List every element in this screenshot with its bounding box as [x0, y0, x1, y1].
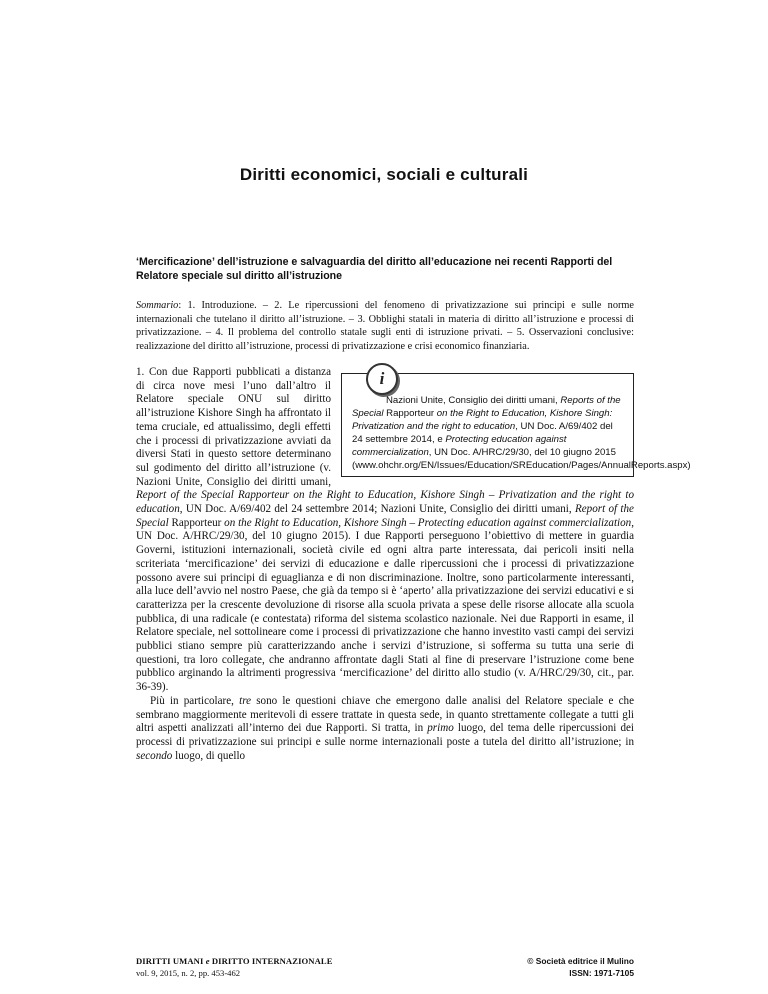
paragraph-1: i Nazioni Unite, Consiglio dei diritti umani, Reports of the Special Rapporteur on the Right to Education, Kishore Singh: Privatization and the right to education, UN Doc. A/69/402 del 24 settembre 2014, e Protecting education against commercialization, UN Doc. A/HRC/29/30, del 10 giugno 2015 (www.ohchr.org/EN/Issues/Education/SREducation/Pages/AnnualReports.aspx) 1. Con due Rapporti pubblicati a distanza di circa nove mesi l’uno dall’altro il Relatore speciale ONU sul diritto all’istruzione Kishore Singh ha affrontato il tema cruciale, ed attualissimo, degli effetti che i processi di privatizzazione avviati da diversi Stati in questo settore determinano sul godimento del diritto all’istruzione (v. Nazioni Unite, Consiglio dei diritti umani, Report of the Special Rapporteur on the Right to Education, Kishore Singh – Privatization and the right to education, UN Doc. A/69/402 del 24 settembre 2014; Nazioni Unite, Consiglio dei diritti umani, Report of the Special Rapporteur on the Right to Education, Kishore Singh – Protecting education against commercialization, UN Doc. A/HRC/29/30, del 10 giugno 2015). I due Rapporti perseguono l’obiettivo di mettere in guardia Governi, istituzioni internazionali, società civile ed ogni altra parte interessata, dai pericoli insiti nella scriteriata ‘mercificazione’ dei servizi di educazione e dalle ripercussioni che i processi di privatizzazione possono avere sui principi di eguaglianza e di non discriminazione. Inoltre, sono particolarmente interessanti, alla luce dell’avvio nel nostro Paese, che già da tempo si è ‘aperto’ alla privatizzazione dei servizi educativi e si caratterizza per la crescente devoluzione di risorse alla scuola privata a spese delle risorse allocate alla scuola pubblica, di una radicale (e contestata) riforma del sistema scolastico nazionale. Nei due Rapporti in esame, il Relatore speciale, nel sottolineare come i processi di privatizzazione che hanno investito vasti campi dei servizi pubblici stiano sempre più caratterizzando anche i servizi d’istruzione, si sofferma su tutta una serie di questioni, tra loro collegate, che andranno affrontate dagli Stati al fine di preservare l’istruzione come bene pubblico arginando la altrimenti progressiva ‘mercificazione’ del diritto allo studio (v. A/HRC/29/30, cit., par. 36-39).: [136, 366, 634, 695]
section-title: Diritti economici, sociali e culturali: [239, 165, 529, 184]
publisher: © Società editrice il Mulino: [527, 956, 634, 966]
article-title: ‘Mercificazione’ dell’istruzione e salvaguardia del diritto all’educazione nei recenti Rapporti del Relatore speciale sul diritto all’istruzione: [136, 256, 613, 282]
paragraph-2: Più in particolare, tre sono le questioni chiave che emergono dalle analisi del Relatore speciale e che sembrano maggiormente meritevoli di essere trattate in questa sede, in quanto strettamente collegate a tutti gli altri aspetti analizzati all’interno dei due Rapporti. Si tratta, in primo luogo, del tema delle ripercussioni dei processi di privatizzazione sui principi e sulle norme internazionali poste a tutela del diritto all’istruzione; in secondo luogo, di quello: [136, 694, 635, 762]
summary: [136, 299, 634, 353]
summary-text: : 1. Introduzione. – 2. Le ripercussioni del fenomeno di privatizzazione sui principi e sulle norme internazionali che tutelano il diritto all’istruzione. – 3. Obblighi statali in materia di diritto all’istruzione e processi di privatizzazione. – 4. Il problema del controllo statale sugli enti di istruzione privati. – 5. Osservazioni conclusive: realizzazione del diritto all’istruzione, processi di privatizzazione e crisi economico finanziaria.: [136, 300, 634, 352]
article-body: [136, 366, 691, 763]
footer-publisher: [527, 956, 634, 979]
note-text: Nazioni Unite, Consiglio dei diritti umani, Reports of the Special Rapporteur on the Right to Education, Kishore Singh: Privatization and the right to education, UN Doc. A/69/402 del 24 settembre 2014, e Protecting education against commercialization, UN Doc. A/HRC/29/30, del 10 giugno 2015 (www.ohchr.org/EN/Issues/Education/SREducation/Pages/AnnualReports.aspx): [352, 395, 691, 472]
summary-label: Sommario: [136, 300, 179, 311]
info-icon: i: [366, 363, 398, 395]
journal-name: DIRITTI UMANI e DIRITTO INTERNAZIONALE: [136, 956, 333, 966]
issn: ISSN: 1971-7105: [569, 967, 634, 978]
footer-journal: [136, 956, 333, 979]
journal-volume: vol. 9, 2015, n. 2, pp. 453-462: [136, 967, 241, 978]
note-box: [341, 369, 691, 477]
